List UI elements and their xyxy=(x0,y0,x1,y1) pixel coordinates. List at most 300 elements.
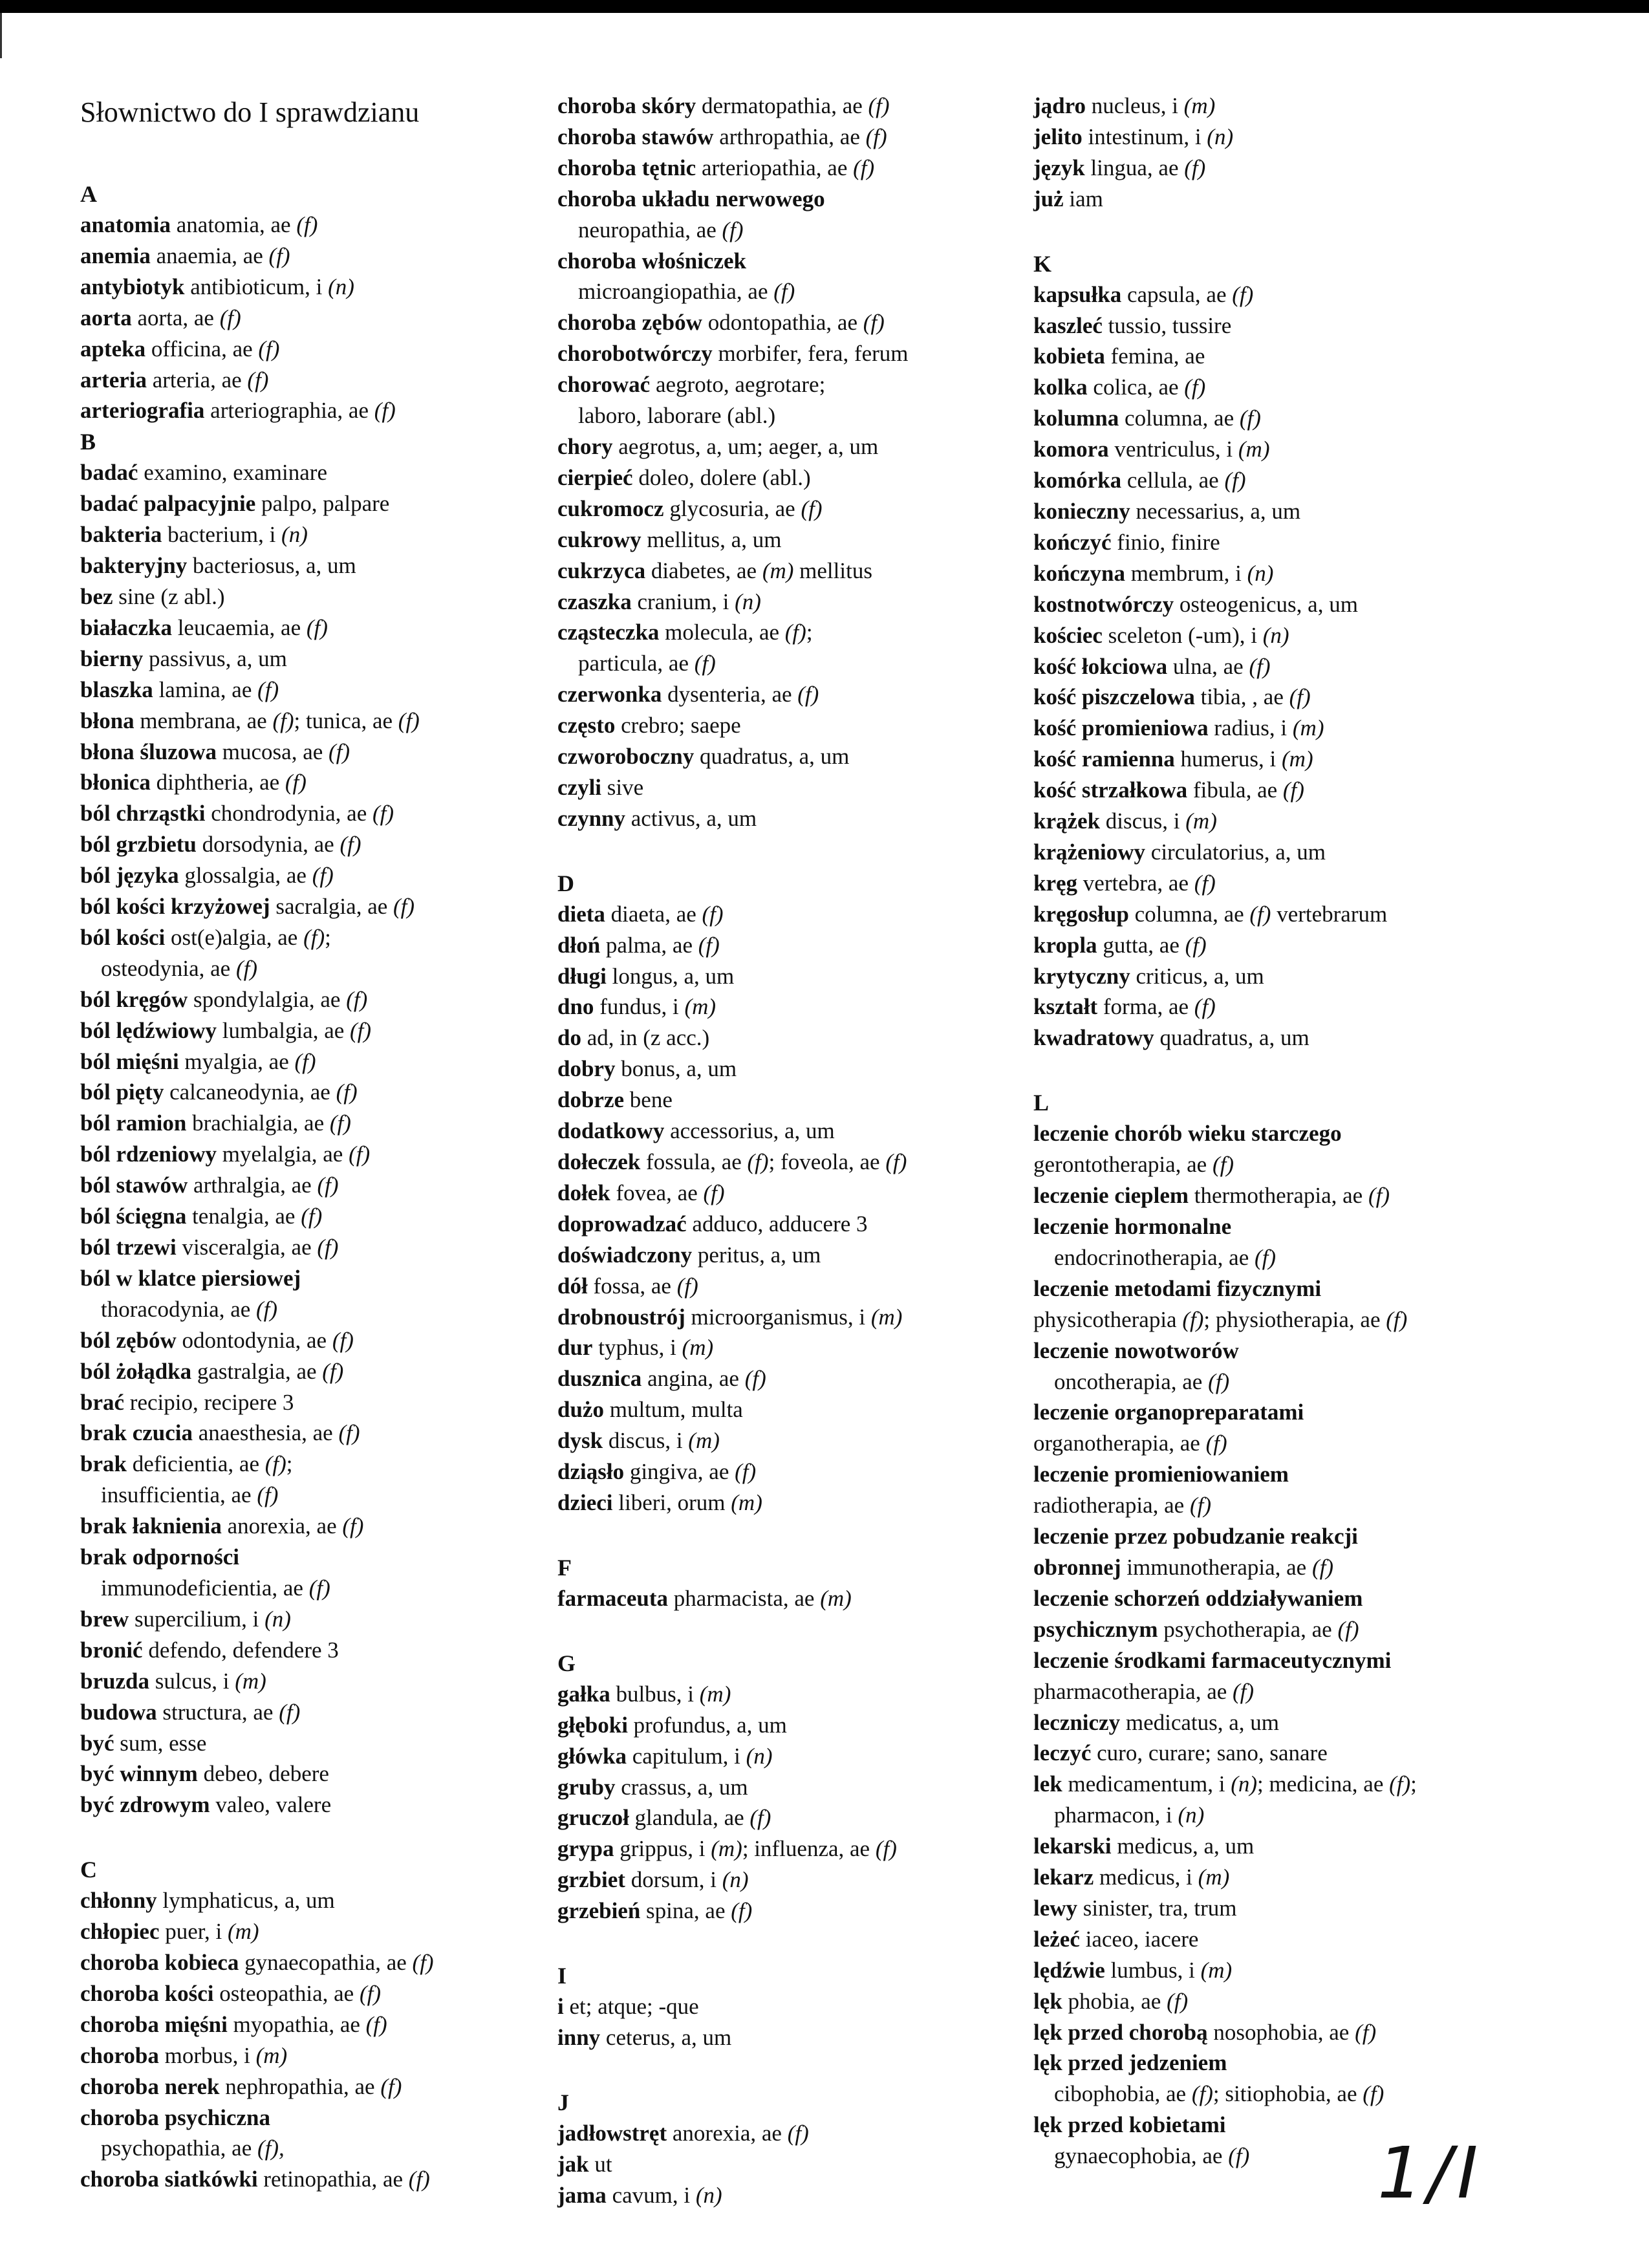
entry-gender: (f) xyxy=(372,801,394,826)
entry-definition: cranium, i xyxy=(637,589,729,614)
entry-definition: ceterus, a, um xyxy=(605,2024,732,2050)
entry-gender: (f) xyxy=(393,894,415,920)
entry-term: lędźwie xyxy=(1033,1957,1105,1983)
dictionary-entry xyxy=(80,210,533,241)
entry-definition: tibia, , ae xyxy=(1200,684,1284,710)
dictionary-entry xyxy=(80,1758,533,1789)
entry-term: leczenie cieplem xyxy=(1033,1183,1189,1209)
entry-definition-extra: ; medicina, ae xyxy=(1257,1771,1384,1797)
entry-definition: colica, ae xyxy=(1093,374,1179,400)
entry-gender: (n) xyxy=(264,1606,291,1632)
entry-gender: (m) xyxy=(1200,1957,1233,1983)
dictionary-entry xyxy=(80,1449,533,1480)
entry-gender: (n) xyxy=(328,274,354,299)
entry-gender: (n) xyxy=(746,1743,773,1769)
entry-definition: doleo, dolere (abl.) xyxy=(638,464,811,490)
column-1 xyxy=(80,91,533,2195)
entry-term: ból kości krzyżowej xyxy=(80,894,270,920)
entry-gender: (f) xyxy=(773,279,795,305)
entry-definition-extra: ; physiotherapia, ae xyxy=(1203,1306,1381,1332)
entry-definition: anaemia, ae xyxy=(156,243,263,268)
entry-term: farmaceuta xyxy=(557,1585,669,1611)
entry-term: kość ramienna xyxy=(1033,746,1175,772)
entry-definition: particula, ae xyxy=(578,651,689,676)
dictionary-entry xyxy=(1033,899,1564,930)
entry-term: czyli xyxy=(557,774,602,800)
dictionary-entry xyxy=(557,556,1023,587)
entry-gender: (f) xyxy=(1249,653,1271,679)
entry-term: leczniczy xyxy=(1033,1709,1121,1735)
dictionary-entry xyxy=(557,122,1023,153)
entry-definition: intestinum, i xyxy=(1088,124,1202,149)
entry-definition: iaceo, iacere xyxy=(1085,1926,1199,1952)
entry-definition: diabetes, ae xyxy=(651,557,757,583)
entry-term: gruby xyxy=(557,1774,616,1800)
entry-term: dobry xyxy=(557,1056,616,1082)
dictionary-entry xyxy=(1033,1893,1564,1924)
entry-definition-extra: ; xyxy=(806,620,813,645)
entry-definition: laboro, laborare (abl.) xyxy=(578,403,776,429)
dictionary-entry xyxy=(80,519,533,550)
entry-gender: (f) xyxy=(702,901,724,927)
entry-term: arteriografia xyxy=(80,398,205,424)
entry-definition: spondylalgia, ae xyxy=(193,986,341,1012)
entry-definition: crassus, a, um xyxy=(621,1774,748,1800)
entry-term: główka xyxy=(557,1743,627,1769)
entry-definition: bacteriosus, a, um xyxy=(193,553,356,579)
dictionary-entry xyxy=(557,991,1023,1022)
entry-term: arteria xyxy=(80,367,147,393)
entry-gender: (m) xyxy=(820,1585,852,1611)
dictionary-entry xyxy=(80,1170,533,1201)
dictionary-entry xyxy=(80,984,533,1015)
entry-definition: mucosa, ae xyxy=(222,739,323,764)
entry-definition: radiotherapia, ae xyxy=(1033,1493,1185,1518)
entry-term: kończyna xyxy=(1033,560,1125,586)
dictionary-entry xyxy=(1033,1645,1564,1676)
entry-definition: recipio, recipere 3 xyxy=(129,1389,294,1415)
entry-definition: chondrodynia, ae xyxy=(211,801,367,826)
entry-gender: (f) xyxy=(698,932,720,958)
entry-definition: medicatus, a, um xyxy=(1125,1709,1279,1735)
entry-gender: (f) xyxy=(1232,281,1254,307)
dictionary-entry xyxy=(557,524,1023,556)
entry-definition: vertebra, ae xyxy=(1083,870,1189,896)
dictionary-entry xyxy=(80,365,533,396)
entry-definition-extra: ; tunica, ae xyxy=(294,707,393,733)
dictionary-entry xyxy=(557,1991,1023,2022)
entry-continuation xyxy=(80,953,533,984)
entry-gender: (f) xyxy=(784,620,806,645)
entry-term: choroba nerek xyxy=(80,2073,220,2099)
dictionary-entry xyxy=(80,1263,533,1294)
entry-definition: finio, finire xyxy=(1117,529,1220,555)
section-letter: J xyxy=(557,2089,569,2115)
dictionary-entry xyxy=(80,241,533,272)
dictionary-entry xyxy=(557,2180,1023,2211)
dictionary-entry xyxy=(557,246,1023,277)
entry-term: błona śluzowa xyxy=(80,739,217,764)
dictionary-entry xyxy=(80,1916,533,1947)
entry-definition: gingiva, ae xyxy=(629,1459,729,1485)
entry-definition: ost(e)algia, ae xyxy=(171,924,298,950)
entry-definition: sum, esse xyxy=(120,1730,207,1756)
entry-term: ból pięty xyxy=(80,1079,164,1105)
dictionary-entry xyxy=(1033,961,1564,992)
dictionary-entry xyxy=(80,457,533,488)
dictionary-entry xyxy=(80,1387,533,1418)
entry-definition: morbus, i xyxy=(164,2042,250,2068)
entry-term: choroba mięśni xyxy=(80,2011,228,2037)
entry-definition: humerus, i xyxy=(1180,746,1277,772)
dictionary-entry xyxy=(1033,1831,1564,1862)
entry-term: kropla xyxy=(1033,932,1097,958)
dictionary-entry xyxy=(80,829,533,860)
dictionary-entry xyxy=(80,1511,533,1542)
entry-term: chorobotwórczy xyxy=(557,341,713,367)
entry-gender: (f) xyxy=(1194,870,1216,896)
entry-definition: discus, i xyxy=(608,1428,683,1454)
entry-definition: officina, ae xyxy=(151,336,253,362)
entry-term: cukrowy xyxy=(557,526,641,552)
entry-definition: quadratus, a, um xyxy=(700,744,850,770)
dictionary-entry xyxy=(1033,620,1564,651)
entry-gender-extra: (f) xyxy=(1389,1771,1411,1797)
dictionary-entry xyxy=(1033,310,1564,341)
entry-continuation xyxy=(1033,2079,1564,2110)
entry-gender: (f) xyxy=(264,1451,286,1477)
entry-definition: defendo, defendere 3 xyxy=(148,1637,339,1663)
entry-term: gruczoł xyxy=(557,1805,629,1831)
dictionary-entry xyxy=(1033,1614,1564,1645)
entry-gender: (f) xyxy=(317,1235,339,1260)
dictionary-entry xyxy=(1033,1552,1564,1583)
entry-definition: calcaneodynia, ae xyxy=(169,1079,330,1105)
entry-term: komora xyxy=(1033,437,1109,462)
entry-term: chorować xyxy=(557,372,651,398)
entry-definition: columna, ae xyxy=(1125,405,1234,431)
entry-definition: osteodynia, ae xyxy=(101,955,231,981)
dictionary-entry xyxy=(80,1108,533,1139)
entry-term: chory xyxy=(557,433,613,459)
entry-term: apteka xyxy=(80,336,146,362)
dictionary-entry xyxy=(80,798,533,829)
dictionary-entry xyxy=(1033,1986,1564,2017)
entry-gender: (f) xyxy=(247,367,269,393)
dictionary-entry xyxy=(557,899,1023,930)
entry-gender: (n) xyxy=(1247,560,1274,586)
dictionary-entry xyxy=(557,772,1023,803)
entry-gender: (f) xyxy=(797,682,819,707)
entry-term: być winnym xyxy=(80,1761,198,1787)
entry-term: chłonny xyxy=(80,1888,157,1914)
dictionary-entry xyxy=(1033,527,1564,558)
dictionary-entry xyxy=(80,488,533,519)
dictionary-entry xyxy=(1033,682,1564,713)
entry-definition: gynaecophobia, ae xyxy=(1054,2143,1223,2169)
dictionary-entry xyxy=(80,612,533,643)
entry-term: czworoboczny xyxy=(557,744,695,770)
dictionary-entry xyxy=(557,1679,1023,1710)
dictionary-entry xyxy=(1033,1397,1564,1428)
entry-continuation xyxy=(80,2133,533,2164)
section-letter: G xyxy=(557,1650,576,1676)
entry-term: leczyć xyxy=(1033,1740,1092,1766)
entry-definition: anatomia, ae xyxy=(176,212,291,237)
entry-gender: (f) xyxy=(1185,932,1207,958)
entry-definition: arteria, ae xyxy=(152,367,242,393)
entry-definition: leucaemia, ae xyxy=(177,614,301,640)
dictionary-entry xyxy=(557,2118,1023,2149)
dictionary-entry xyxy=(557,741,1023,772)
entry-definition: capsula, ae xyxy=(1126,281,1227,307)
entry-term: kość piszczelowa xyxy=(1033,684,1195,710)
dictionary-entry xyxy=(1033,1521,1564,1552)
entry-gender: (m) xyxy=(682,1335,714,1361)
entry-continuation xyxy=(80,1480,533,1511)
entry-definition: microorganismus, i xyxy=(691,1304,866,1330)
entry-definition: psychopathia, ae xyxy=(101,2135,252,2161)
entry-definition: diphtheria, ae xyxy=(156,770,280,795)
entry-definition: aorta, ae xyxy=(137,305,214,330)
dictionary-entry xyxy=(1033,1707,1564,1738)
entry-term: blaszka xyxy=(80,676,153,702)
entry-term: kształt xyxy=(1033,994,1098,1020)
entry-term: lęk przed chorobą xyxy=(1033,2019,1208,2045)
dictionary-entry xyxy=(557,1085,1023,1116)
entry-gender: (f) xyxy=(258,336,280,362)
entry-term: kolumna xyxy=(1033,405,1119,431)
entry-gender: (f) xyxy=(257,1482,279,1508)
entry-continuation xyxy=(1033,1242,1564,1273)
entry-definition: iam xyxy=(1069,186,1103,211)
dictionary-entry xyxy=(1033,153,1564,184)
entry-gender: (f) xyxy=(1194,994,1216,1020)
entry-definition: phobia, ae xyxy=(1068,1988,1161,2014)
entry-term: kość strzałkowa xyxy=(1033,777,1188,803)
dictionary-entry xyxy=(557,91,1023,122)
entry-term: leczenie hormonalne xyxy=(1033,1214,1232,1239)
dictionary-entry xyxy=(1033,1211,1564,1242)
entry-gender: (f) xyxy=(303,924,325,950)
entry-gender: (f) xyxy=(256,1296,278,1322)
entry-gender: (f) xyxy=(731,1898,753,1924)
entry-term: chłopiec xyxy=(80,1919,160,1945)
dictionary-entry xyxy=(80,1356,533,1387)
entry-term: kręg xyxy=(1033,870,1078,896)
entry-definition: tenalgia, ae xyxy=(192,1204,296,1229)
dictionary-entry xyxy=(1033,1583,1564,1614)
entry-term: jak xyxy=(557,2151,589,2177)
entry-term: do xyxy=(557,1025,581,1051)
entry-definition: brachialgia, ae xyxy=(192,1110,325,1136)
entry-term: psychicznym xyxy=(1033,1616,1158,1642)
dictionary-entry xyxy=(557,431,1023,462)
dictionary-entry xyxy=(557,1363,1023,1394)
entry-term: choroba stawów xyxy=(557,124,714,149)
dictionary-entry xyxy=(80,706,533,737)
entry-gender: (f) xyxy=(365,2011,387,2037)
entry-term: i xyxy=(557,1994,564,2020)
entry-definition: organotherapia, ae xyxy=(1033,1431,1200,1456)
entry-definition: insufficientia, ae xyxy=(101,1482,252,1508)
entry-term: dysk xyxy=(557,1428,603,1454)
entry-gender: (f) xyxy=(339,832,361,858)
entry-definition-extra: mellitus xyxy=(793,557,872,583)
entry-gender: (f) xyxy=(722,217,744,243)
entry-term: ból kości xyxy=(80,924,166,950)
entry-definition: mellitus, a, um xyxy=(647,526,782,552)
entry-gender: (f) xyxy=(272,707,294,733)
entry-term: leczenie schorzeń oddziaływaniem xyxy=(1033,1585,1363,1611)
dictionary-entry xyxy=(80,395,533,426)
entry-term: dusznica xyxy=(557,1366,642,1392)
dictionary-entry xyxy=(80,1947,533,1978)
dictionary-entry xyxy=(557,1332,1023,1363)
entry-term: grypa xyxy=(557,1836,614,1862)
entry-term: choroba siatkówki xyxy=(80,2166,258,2192)
dictionary-entry xyxy=(1033,744,1564,775)
dictionary-entry xyxy=(80,2164,533,2195)
dictionary-entry xyxy=(1033,1459,1564,1490)
dictionary-entry xyxy=(80,1885,533,1916)
dictionary-entry xyxy=(80,2102,533,2133)
entry-term: ból grzbietu xyxy=(80,832,197,858)
entry-definition: fossa, ae xyxy=(593,1273,671,1299)
entry-definition: osteogenicus, a, um xyxy=(1179,591,1358,617)
dictionary-entry xyxy=(1033,1955,1564,1986)
entry-gender: (f) xyxy=(853,155,875,180)
entry-definition: myopathia, ae xyxy=(233,2011,360,2037)
entry-definition: ventriculus, i xyxy=(1114,437,1233,462)
entry-term: drobnoustrój xyxy=(557,1304,685,1330)
entry-term: dur xyxy=(557,1335,593,1361)
dictionary-entry xyxy=(80,2040,533,2071)
entry-gender: (f) xyxy=(1233,1678,1255,1704)
entry-definition: aegroto, aegrotare; xyxy=(655,372,826,398)
entry-definition: cavum, i xyxy=(612,2182,691,2208)
entry-term: inny xyxy=(557,2024,601,2050)
entry-term: kostnotwórczy xyxy=(1033,591,1174,617)
entry-gender: (f) xyxy=(332,1327,354,1353)
entry-continuation xyxy=(557,276,1023,307)
entry-definition-tail: ; xyxy=(1410,1771,1417,1797)
entry-term: leczenie metodami fizycznymi xyxy=(1033,1275,1322,1301)
dictionary-entry xyxy=(1033,1180,1564,1211)
entry-gender: (f) xyxy=(744,1366,766,1392)
entry-gender: (m) xyxy=(699,1681,731,1707)
entry-term: już xyxy=(1033,186,1064,211)
entry-definition: bacterium, i xyxy=(167,522,276,548)
entry-term: kwadratowy xyxy=(1033,1025,1154,1051)
entry-continuation xyxy=(1033,1366,1564,1398)
entry-definition: peritus, a, um xyxy=(697,1242,821,1268)
dictionary-entry xyxy=(557,462,1023,493)
entry-gender: (f) xyxy=(408,2166,430,2192)
entry-term: bronić xyxy=(80,1637,143,1663)
entry-gender: (n) xyxy=(1207,124,1234,149)
entry-gender: (m) xyxy=(762,557,794,583)
dictionary-entry xyxy=(80,581,533,612)
entry-gender: (f), xyxy=(257,2135,285,2161)
entry-definition: medicamentum, i xyxy=(1068,1771,1225,1797)
dictionary-entry xyxy=(557,153,1023,184)
entry-gender: (f) xyxy=(294,1048,316,1074)
entry-gender-extra: (f) xyxy=(1386,1306,1408,1332)
entry-definition: thermotherapia, ae xyxy=(1194,1183,1363,1209)
entry-definition: dysenteria, ae xyxy=(667,682,792,707)
entry-definition: dermatopathia, ae xyxy=(702,93,863,118)
entry-definition: deficientia, ae xyxy=(132,1451,259,1477)
entry-definition: lymphaticus, a, um xyxy=(162,1888,335,1914)
dictionary-entry xyxy=(80,1077,533,1108)
dictionary-entry xyxy=(557,1240,1023,1271)
entry-term: ból ramion xyxy=(80,1110,187,1136)
entry-term: choroba tętnic xyxy=(557,155,696,180)
entry-term: dołek xyxy=(557,1180,610,1205)
entry-continuation xyxy=(1033,1800,1564,1831)
entry-definition: liberi, orum xyxy=(618,1489,726,1515)
entry-definition: myelalgia, ae xyxy=(222,1141,343,1167)
entry-definition: tussio, tussire xyxy=(1108,312,1232,338)
entry-definition: neuropathia, ae xyxy=(578,217,717,243)
entry-term: czaszka xyxy=(557,589,632,614)
entry-term: leczenie środkami farmaceutycznymi xyxy=(1033,1647,1392,1673)
entry-term: doprowadzać xyxy=(557,1211,687,1237)
dictionary-entry xyxy=(557,1864,1023,1895)
entry-definition: columna, ae xyxy=(1134,901,1244,927)
dictionary-entry xyxy=(1033,403,1564,434)
dictionary-entry xyxy=(80,272,533,303)
dictionary-entry xyxy=(80,303,533,334)
entry-term: dłoń xyxy=(557,932,601,958)
entry-definition: lamina, ae xyxy=(158,676,252,702)
entry-term: ból lędźwiowy xyxy=(80,1017,217,1043)
entry-term: kapsułka xyxy=(1033,281,1122,307)
entry-term: cząsteczka xyxy=(557,620,660,645)
entry-definition: diaeta, ae xyxy=(610,901,696,927)
entry-gender: (f) xyxy=(1182,1306,1204,1332)
entry-definition: valeo, valere xyxy=(215,1792,332,1818)
entry-term: gałka xyxy=(557,1681,610,1707)
entry-gender: (f) xyxy=(336,1079,358,1105)
entry-definition: crebro; saepe xyxy=(621,713,741,739)
entry-term: badać palpacyjnie xyxy=(80,491,256,517)
entry-definition: passivus, a, um xyxy=(148,645,287,671)
entry-definition: aegrotus, a, um; aeger, a, um xyxy=(618,433,879,459)
entry-definition: anorexia, ae xyxy=(672,2120,782,2146)
entry-gender: (n) xyxy=(281,522,308,548)
entry-continuation xyxy=(557,215,1023,246)
dictionary-entry xyxy=(1033,1924,1564,1955)
entry-term: choroba psychiczna xyxy=(80,2104,270,2130)
entry-term: leczenie przez pobudzanie reakcji xyxy=(1033,1524,1358,1550)
entry-definition-extra: ; xyxy=(286,1451,293,1477)
entry-gender: (m) xyxy=(1292,715,1324,741)
entry-term: ból chrząstki xyxy=(80,801,206,826)
entry-gender: (m) xyxy=(1183,93,1216,118)
entry-definition: arteriopathia, ae xyxy=(701,155,848,180)
dictionary-entry xyxy=(557,1741,1023,1772)
entry-continuation xyxy=(557,400,1023,431)
entry-gender: (m) xyxy=(235,1668,266,1694)
page-mark: 1/I xyxy=(1377,2132,1483,2214)
entry-term: anemia xyxy=(80,243,151,268)
entry-gender: (f) xyxy=(1184,155,1206,180)
entry-gender: (m) xyxy=(688,1428,720,1454)
entry-gender: (m) xyxy=(1198,1864,1230,1890)
dictionary-entry xyxy=(557,307,1023,338)
